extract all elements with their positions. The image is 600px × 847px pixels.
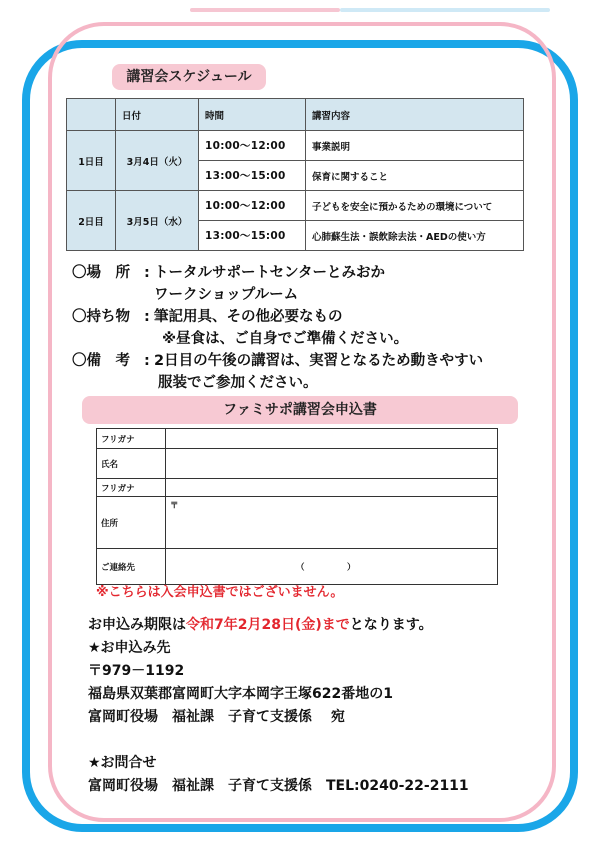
apply-heading: ★お申込み先 [88,640,171,656]
inquiry-heading: ★お問合せ [88,755,157,771]
items-line1: 筆記用具、その他必要なもの [154,309,343,325]
schedule-table [66,98,524,251]
contact-paren: （ ） [296,562,356,573]
deadline-date: 令和7年2月28日(金)まで [186,617,350,633]
items-row [72,306,483,328]
note-label: 〇備 考 [72,353,130,369]
contact-info [88,614,469,798]
contact-field[interactable] [166,549,498,585]
schedule-title: 講習会スケジュール [112,64,266,90]
deadline-suffix: となります。 [349,617,433,633]
schedule-time: 10:00～12:00 [199,191,306,221]
note-line2: 服装でご参加ください。 [158,375,318,391]
name-field[interactable] [166,449,498,479]
deadline-prefix: お申込み期限は [88,617,186,633]
table-row [67,191,524,221]
place-line1: トータルサポートセンターとみおか [154,265,385,281]
table-row [97,449,498,479]
table-row [97,429,498,449]
schedule-header-blank [67,99,116,131]
furigana-field[interactable] [166,429,498,449]
schedule-date: 3月5日（水） [116,191,199,251]
schedule-time: 10:00～12:00 [199,131,306,161]
top-decoration-pink [190,8,340,12]
notice-text: ※こちらは入会申込書ではございません。 [96,585,344,600]
place-line2: ワークショップルーム [154,287,299,303]
top-decoration-blue [340,8,550,12]
place-row [72,262,483,284]
name-label: 氏名 [97,449,166,479]
table-row [97,479,498,497]
colon: : [144,265,150,281]
schedule-content: 心肺蘇生法・誤飲除去法・AEDの使い方 [306,221,524,251]
inquiry-line: 富岡町役場 福祉課 子育て支援係 TEL:0240-22-2111 [88,778,469,794]
contact-label: ご連絡先 [97,549,166,585]
colon: : [144,309,150,325]
table-row [97,497,498,549]
schedule-header-content: 講習内容 [306,99,524,131]
table-row [67,131,524,161]
schedule-header-date: 日付 [116,99,199,131]
address-furigana-field[interactable] [166,479,498,497]
place-label: 〇場 所 [72,265,130,281]
address-field[interactable] [166,497,498,549]
colon: : [144,353,150,369]
table-row [97,549,498,585]
items-label: 〇持ち物 [72,309,130,325]
schedule-date: 3月4日（火） [116,131,199,191]
schedule-header-row [67,99,524,131]
apply-dept: 富岡町役場 福祉課 子育て支援係 宛 [88,709,345,725]
furigana-label: フリガナ [97,479,166,497]
schedule-day: 1日目 [67,131,116,191]
schedule-content: 子どもを安全に預かるための環境について [306,191,524,221]
application-form [96,428,498,585]
note-line1: 2日目の午後の講習は、実習となるため動きやすい [154,353,484,369]
event-info [72,262,483,394]
deadline-line [88,614,469,637]
schedule-content: 保育に関すること [306,161,524,191]
form-title: ファミサポ講習会申込書 [82,396,518,424]
address-label: 住所 [97,497,166,549]
apply-postal: 〒979－1192 [88,663,185,679]
schedule-content: 事業説明 [306,131,524,161]
note-row [72,350,483,372]
schedule-time: 13:00～15:00 [199,221,306,251]
spacer [88,729,469,752]
items-line2: ※昼食は、ご自身でご準備ください。 [162,331,409,347]
apply-address: 福島県双葉郡富岡町大字本岡字王塚622番地の1 [88,686,393,702]
postal-mark: 〒 [170,501,179,511]
schedule-header-time: 時間 [199,99,306,131]
schedule-time: 13:00～15:00 [199,161,306,191]
schedule-day: 2日目 [67,191,116,251]
furigana-label: フリガナ [97,429,166,449]
